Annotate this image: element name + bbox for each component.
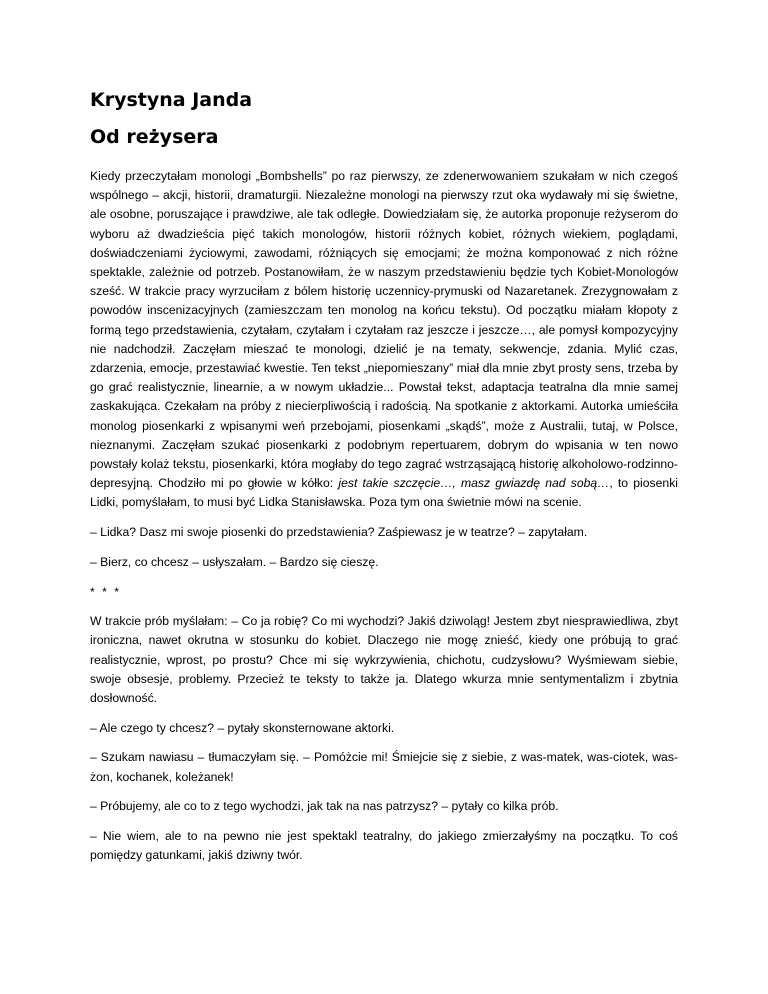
paragraph-3: – Bierz, co chcesz – usłyszałam. – Bardzo się cieszę. [90,554,379,569]
section-separator: * * * [90,584,122,599]
paragraph-8: – Próbujemy, ale co to z tego wychodzi, jak tak na nas patrzysz? – pytały co kilka prób. [90,799,559,814]
paragraph-6: – Ale czego ty chcesz? – pytały skonsternowane aktorki. [90,720,395,735]
paragraph-9: – Nie wiem, ale to na pewno nie jest spektakl teatralny, do jakiego zmierzałyśmy na początku. To coś pomiędzy gatunkami, jakiś dziwny twór. [90,829,678,863]
paragraph-5: W trakcie prób myślałam: – Co ja robię? Co mi wychodzi? Jakiś dziwoląg! Jestem zbyt niesprawiedliwa, zbyt ironiczna, nawet okrutna w stosunku do kobiet. Dlaczego nie mogę znieść, kiedy one próbują to grać realistycznie, wprost, po prostu? Chce mi się wykrzywienia, chichotu, cudzysłowu? Wyśmiewam siebie, swoje obsesje, problemy. Przecież te teksty to także ja. Dlatego wkurza mnie sentymentalizm i zbytnia dosłowność. [90,614,678,706]
document-body [90,167,678,866]
song-quote: jest takie szczęcie…, masz gwiazdę nad sobą… [338,476,610,491]
section-title: Od reżysera [90,126,219,148]
paragraph-1-text-end: , to piosenki Lidki, pomyślałam, to musi być Lidka Stanisławska. Poza tym ona świetnie mówi na scenie. [90,476,678,510]
author-heading: Krystyna Janda [90,89,253,111]
paragraph-2: – Lidka? Dasz mi swoje piosenki do przedstawienia? Zaśpiewasz je w teatrze? – zapytałam. [90,525,588,540]
paragraph-1 [90,167,678,513]
paragraph-1-text: Kiedy przeczytałam monologi „Bombshells” po raz pierwszy, ze zdenerwowaniem szukałam w nich czegoś wspólnego – akcji, historii, dramaturgii. Niezależne monologi na pierwszy rzut oka wydawały mi się świetne, ale osobne, poruszające i prawdziwe, ale tak odległe. Dowiedziałam się, że autorka proponuje reżyserom do wyboru aż dwadzieścia pięć takich monologów, historii różnych kobiet, różnych wiekiem, poglądami, doświadczeniami życiowymi, zawodami, różniących się emocjami; że można komponować z nich różne spektakle, zależnie od potrzeb. Postanowiłam, że w naszym przedstawieniu będzie tych Kobiet-Monologów sześć. W trakcie pracy wyrzuciłam z bólem historię uczennicy-prymuski od Nazaretanek. Zrezygnowałam z powodów inscenizacyjnych (zamieszczam ten monolog na końcu tekstu). Od początku miałam kłopoty z formą tego przedstawienia, czytałam, czytałam i czytałam raz jeszcze i jeszcze…, ale pomysł kompozycyjny nie nadchodził. Zaczęłam mieszać te monologi, dzielić je na tematy, sekwencje, zdania. Mylić czas, zdarzenia, emocje, przestawiać kwestie. Ten tekst „niepomieszany” miał dla mnie zbyt prosty sens, trzeba by go grać realistycznie, linearnie, a w nowym układzie... Powstał tekst, adaptacja teatralna dla mnie samej zaskakująca. Czekałam na próby z niecierpliwością i radością. Na spotkanie z aktorkami. Autorka umieściła monolog piosenkarki z wpisanymi weń przebojami, piosenkami „skądś”, może z Australii, tutaj, w Polsce, nieznanymi. Zaczęłam szukać piosenkarki z podobnym repertuarem, dobrym do wpisania w ten nowo powstały kolaż tekstu, piosenkarki, która mogłaby do tego zagrać wstrząsającą historię alkoholowo-rodzinno-depresyjną. Chodziło mi po głowie w kółko: [90,169,678,491]
paragraph-7: – Szukam nawiasu – tłumaczyłam się. – Pomóżcie mi! Śmiejcie się z siebie, z was-matek, was-ciotek, was-żon, kochanek, koleżanek! [90,750,678,784]
